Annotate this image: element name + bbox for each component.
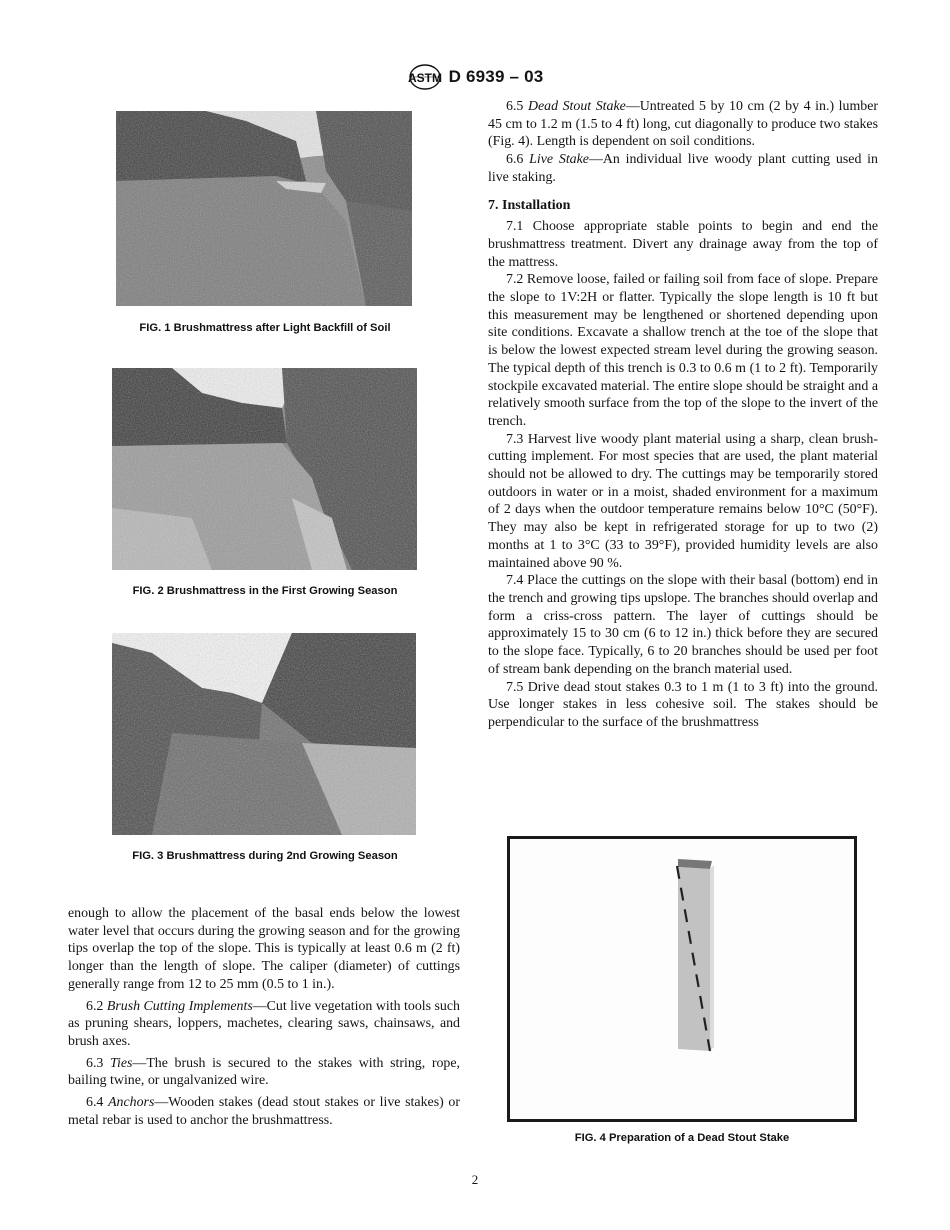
section-7-5: 7.5 Drive dead stout stakes 0.3 to 1 m (1 to 3 ft) into the ground. Use longer stakes in less cohesive soil. The stakes should be perpendicular to the surface of the brushmattress xyxy=(488,679,878,730)
section-7-3: 7.3 Harvest live woody plant material using a sharp, clean brush-cutting implement. For most species that are used, the plant material should not be allowed to dry. The cuttings may be temporarily stored outdoors in water or in a moist, shaded environment for a maximum of 2 days when the outdoor temperature remains below 10°C (50°F). They may also be kept in refrigerated storage for up to two (2) months at 1 to 3°C (33 to 39°F), provided humidity levels are also maintained above 90 %. xyxy=(488,431,878,571)
fig3-caption: FIG. 3 Brushmattress during 2nd Growing Season xyxy=(132,850,398,862)
astm-logo-icon xyxy=(407,63,443,91)
section-6-6: 6.6 Live Stake—An individual live woody plant cutting used in live staking. xyxy=(488,152,878,185)
fig4-diagram xyxy=(507,836,857,1122)
fig1-photo xyxy=(116,111,412,306)
section-6-4: 6.4 Anchors—Wooden stakes (dead stout stakes or live stakes) or metal rebar is used to anchor the brushmattress. xyxy=(68,1095,460,1128)
page-number: 2 xyxy=(471,1172,479,1187)
fig2-caption: FIG. 2 Brushmattress in the First Growing Season xyxy=(132,585,398,597)
fig4-caption: FIG. 4 Preparation of a Dead Stout Stake xyxy=(574,1132,790,1144)
dead-stout-stake-illustration xyxy=(510,839,854,1119)
section-7-heading: 7. Installation xyxy=(488,197,571,213)
svg-text:ASTM: ASTM xyxy=(407,71,442,85)
section-6-3: 6.3 Ties—The brush is secured to the stakes with string, rope, bailing twine, or ungalvanized wire. xyxy=(68,1055,460,1089)
section-6-5: 6.5 Dead Stout Stake—Untreated 5 by 10 cm (2 by 4 in.) lumber 45 cm to 1.2 m (1.5 to 4 ft) long, cut diagonally to produce two stakes (Fig. 4). Length is dependent on soil conditions. xyxy=(488,99,878,150)
fig2-photo xyxy=(112,368,417,570)
right-column-text xyxy=(488,98,878,732)
section-7-4: 7.4 Place the cuttings on the slope with their basal (bottom) end in the trench and growing tips upslope. The branches should overlap and form a criss-cross pattern. The layer of cuttings should be approximately 15 to 30 cm (6 to 12 in.) thick before they are secured to the slope face. Typically, 6 to 20 branches should be used per foot of stream bank depending on the branch material used. xyxy=(488,573,878,677)
paragraph-continuation: enough to allow the placement of the basal ends below the lowest water level that occurs during the growing season and for the growing tips overlap the top of the slope. This is typically at least 0.6 m (2 ft) longer than the length of slope. The caliper (diameter) of cuttings generally range from 12 to 25 mm (0.5 to 1 in.). xyxy=(68,906,460,992)
section-7-2: 7.2 Remove loose, failed or failing soil from face of slope. Prepare the slope to 1V:2H or flatter. Typically the slope length is 10 ft but this measurement may be lengthened or shortened depending upon site conditions. Excavate a shallow trench at the toe of the slope that is below the lowest expected stream level during the growing season. The typical depth of this trench is 0.3 to 0.6 m (1 to 2 ft). Temporarily stockpile excavated material. The entire slope should be straight and a relatively smooth surface from the top of the slope to the invert of the trench. xyxy=(488,272,878,429)
fig1-caption: FIG. 1 Brushmattress after Light Backfill of Soil xyxy=(139,322,391,334)
fig3-photo xyxy=(112,633,416,835)
section-6-2: 6.2 Brush Cutting Implements—Cut live vegetation with tools such as pruning shears, loppers, machetes, clearing saws, chainsaws, and brush axes. xyxy=(68,998,460,1049)
document-id: D 6939 – 03 xyxy=(448,67,544,86)
page-header xyxy=(0,63,950,96)
left-column-text xyxy=(68,905,460,1129)
section-7-1: 7.1 Choose appropriate stable points to begin and end the brushmattress treatment. Divert any drainage away from the top of the mattress. xyxy=(488,219,878,270)
